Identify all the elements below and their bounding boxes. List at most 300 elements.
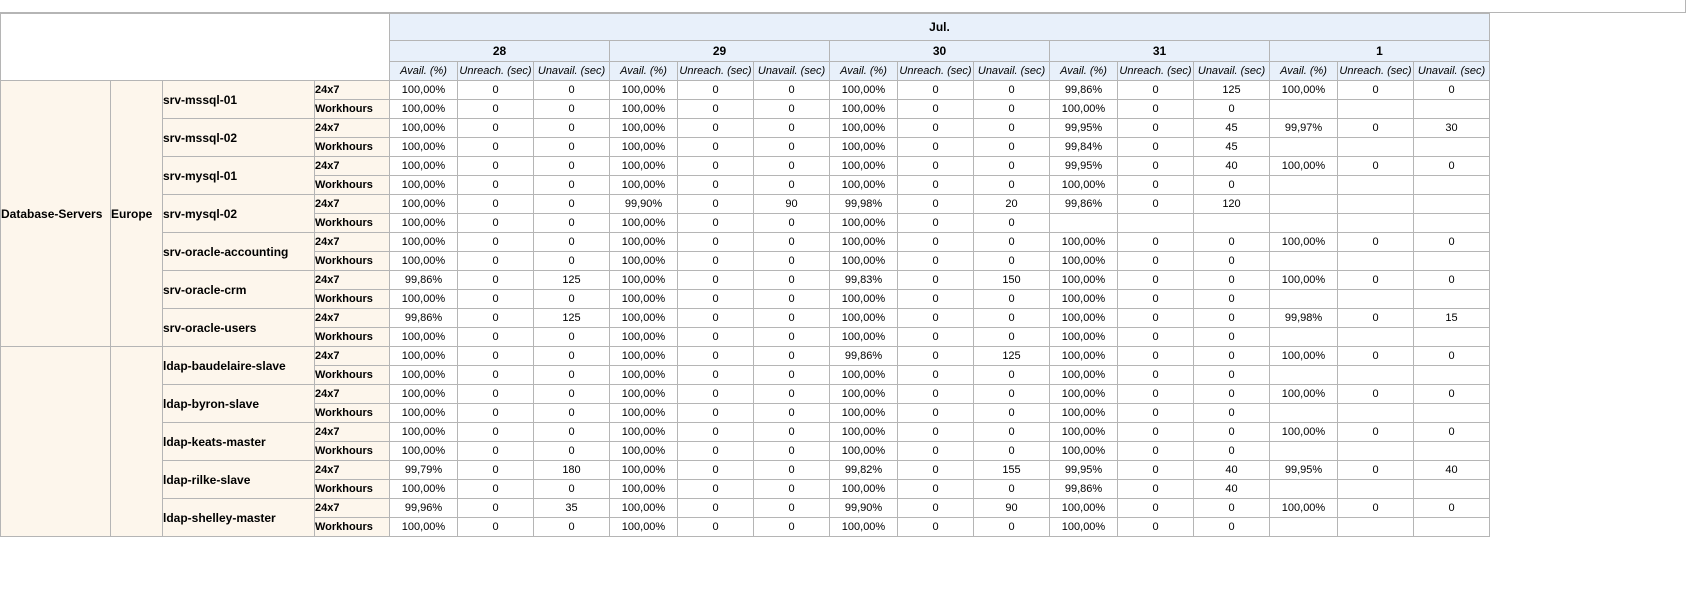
metric-cell: 100,00% <box>390 518 458 537</box>
metric-cell: 100,00% <box>1270 347 1338 366</box>
period-cell: 24x7 <box>315 157 390 176</box>
metric-cell: 0 <box>1194 233 1270 252</box>
metric-cell: 99,86% <box>830 347 898 366</box>
period-cell: Workhours <box>315 138 390 157</box>
metric-cell: 90 <box>754 195 830 214</box>
metric-cell <box>1414 100 1490 119</box>
metric-cell <box>1270 290 1338 309</box>
metric-cell: 0 <box>1338 157 1414 176</box>
metric-cell <box>1338 366 1414 385</box>
metric-cell: 0 <box>974 176 1050 195</box>
metric-cell: 99,86% <box>1050 81 1118 100</box>
metric-cell: 100,00% <box>610 518 678 537</box>
metric-cell: 0 <box>458 233 534 252</box>
metric-cell: 100,00% <box>610 252 678 271</box>
metric-cell: 0 <box>754 366 830 385</box>
metric-cell: 0 <box>458 461 534 480</box>
metric-cell: 100,00% <box>610 100 678 119</box>
table-row <box>1 347 1490 366</box>
metric-cell: 0 <box>898 119 974 138</box>
metric-cell: 0 <box>1118 385 1194 404</box>
metric-cell: 100,00% <box>610 271 678 290</box>
period-cell: 24x7 <box>315 499 390 518</box>
metric-cell: 0 <box>1414 347 1490 366</box>
metric-cell: 40 <box>1194 461 1270 480</box>
metric-cell: 0 <box>974 442 1050 461</box>
metric-cell: 0 <box>678 214 754 233</box>
metric-cell: 0 <box>1118 480 1194 499</box>
metric-cell: 0 <box>898 480 974 499</box>
metric-cell <box>1194 214 1270 233</box>
metric-cell: 100,00% <box>610 385 678 404</box>
header-metric-avail: Avail. (%) <box>610 62 678 81</box>
metric-cell: 100,00% <box>610 499 678 518</box>
metric-cell <box>1270 442 1338 461</box>
metric-cell: 0 <box>1118 366 1194 385</box>
metric-cell: 100,00% <box>610 214 678 233</box>
period-cell: Workhours <box>315 100 390 119</box>
availability-report-table <box>0 13 1490 537</box>
metric-cell <box>1338 100 1414 119</box>
metric-cell: 0 <box>1414 499 1490 518</box>
metric-cell: 0 <box>1414 271 1490 290</box>
period-cell: Workhours <box>315 404 390 423</box>
metric-cell: 100,00% <box>390 347 458 366</box>
metric-cell: 99,95% <box>1050 119 1118 138</box>
header-metric-unavail: Unavail. (sec) <box>1194 62 1270 81</box>
metric-cell: 0 <box>678 480 754 499</box>
metric-cell <box>1338 480 1414 499</box>
metric-cell: 0 <box>974 385 1050 404</box>
metric-cell: 0 <box>974 252 1050 271</box>
metric-cell <box>1414 176 1490 195</box>
metric-cell: 0 <box>458 252 534 271</box>
metric-cell: 0 <box>974 309 1050 328</box>
metric-cell: 0 <box>458 157 534 176</box>
period-cell: Workhours <box>315 252 390 271</box>
metric-cell: 0 <box>898 214 974 233</box>
metric-cell: 0 <box>678 290 754 309</box>
metric-cell <box>1270 252 1338 271</box>
metric-cell: 100,00% <box>1270 271 1338 290</box>
metric-cell: 99,83% <box>830 271 898 290</box>
metric-cell: 0 <box>1118 309 1194 328</box>
metric-cell: 155 <box>974 461 1050 480</box>
metric-cell: 0 <box>678 518 754 537</box>
metric-cell: 100,00% <box>1270 499 1338 518</box>
table-row <box>1 157 1490 176</box>
metric-cell: 99,90% <box>830 499 898 518</box>
metric-cell: 0 <box>534 347 610 366</box>
metric-cell: 100,00% <box>610 366 678 385</box>
period-cell: 24x7 <box>315 81 390 100</box>
metric-cell: 100,00% <box>610 81 678 100</box>
metric-cell: 0 <box>898 271 974 290</box>
metric-cell: 0 <box>754 290 830 309</box>
header-day-28: 28 <box>390 41 610 62</box>
metric-cell: 99,98% <box>830 195 898 214</box>
metric-cell: 0 <box>1194 385 1270 404</box>
period-cell: 24x7 <box>315 309 390 328</box>
metric-cell <box>1414 518 1490 537</box>
metric-cell: 0 <box>1194 423 1270 442</box>
metric-cell: 0 <box>1338 81 1414 100</box>
metric-cell: 0 <box>898 404 974 423</box>
metric-cell <box>1270 214 1338 233</box>
metric-cell: 0 <box>898 176 974 195</box>
metric-cell: 99,95% <box>1050 157 1118 176</box>
metric-cell: 100,00% <box>830 176 898 195</box>
metric-cell: 0 <box>678 461 754 480</box>
metric-cell <box>1270 404 1338 423</box>
header-metric-unavail: Unavail. (sec) <box>754 62 830 81</box>
metric-cell: 0 <box>754 100 830 119</box>
metric-cell: 20 <box>974 195 1050 214</box>
metric-cell: 100,00% <box>1050 404 1118 423</box>
header-metric-avail: Avail. (%) <box>1270 62 1338 81</box>
metric-cell <box>1414 480 1490 499</box>
metric-cell: 99,97% <box>1270 119 1338 138</box>
metric-cell: 0 <box>1338 271 1414 290</box>
metric-cell: 0 <box>1338 233 1414 252</box>
metric-cell: 0 <box>1118 195 1194 214</box>
metric-cell: 100,00% <box>610 423 678 442</box>
period-cell: Workhours <box>315 214 390 233</box>
metric-cell <box>1414 328 1490 347</box>
metric-cell: 0 <box>754 347 830 366</box>
metric-cell: 0 <box>754 157 830 176</box>
metric-cell: 45 <box>1194 119 1270 138</box>
metric-cell: 100,00% <box>1050 309 1118 328</box>
host-name-cell: ldap-byron-slave <box>163 385 315 423</box>
period-cell: 24x7 <box>315 233 390 252</box>
header-day-30: 30 <box>830 41 1050 62</box>
metric-cell: 0 <box>1414 423 1490 442</box>
table-row <box>1 233 1490 252</box>
header-metric-unreach: Unreach. (sec) <box>1118 62 1194 81</box>
metric-cell: 0 <box>534 252 610 271</box>
metric-cell: 0 <box>678 100 754 119</box>
metric-cell: 0 <box>898 366 974 385</box>
metric-cell: 0 <box>754 499 830 518</box>
metric-cell <box>1270 480 1338 499</box>
metric-cell: 100,00% <box>390 252 458 271</box>
metric-cell <box>1270 518 1338 537</box>
metric-cell: 0 <box>534 423 610 442</box>
header-month: Jul. <box>390 14 1490 41</box>
metric-cell: 0 <box>458 214 534 233</box>
metric-cell: 100,00% <box>1270 157 1338 176</box>
table-row <box>1 385 1490 404</box>
host-name-cell: ldap-rilke-slave <box>163 461 315 499</box>
metric-cell: 15 <box>1414 309 1490 328</box>
table-row <box>1 119 1490 138</box>
metric-cell: 100,00% <box>1050 100 1118 119</box>
metric-cell: 99,86% <box>1050 480 1118 499</box>
metric-cell: 0 <box>754 518 830 537</box>
header-day-31: 31 <box>1050 41 1270 62</box>
table-row <box>1 81 1490 100</box>
metric-cell: 100,00% <box>1050 233 1118 252</box>
metric-cell: 0 <box>534 518 610 537</box>
metric-cell: 0 <box>1194 290 1270 309</box>
metric-cell: 100,00% <box>390 214 458 233</box>
metric-cell: 0 <box>898 81 974 100</box>
metric-cell <box>1414 366 1490 385</box>
metric-cell: 100,00% <box>390 290 458 309</box>
metric-cell <box>1270 100 1338 119</box>
metric-cell: 0 <box>1118 518 1194 537</box>
metric-cell: 100,00% <box>390 423 458 442</box>
metric-cell: 100,00% <box>830 480 898 499</box>
metric-cell: 0 <box>974 214 1050 233</box>
metric-cell <box>1414 290 1490 309</box>
metric-cell: 99,95% <box>1050 461 1118 480</box>
metric-cell: 0 <box>1118 347 1194 366</box>
metric-cell: 0 <box>534 81 610 100</box>
metric-cell: 100,00% <box>830 157 898 176</box>
metric-cell: 0 <box>534 328 610 347</box>
metric-cell: 100,00% <box>390 233 458 252</box>
metric-cell: 0 <box>1118 290 1194 309</box>
metric-cell: 0 <box>974 233 1050 252</box>
metric-cell: 99,98% <box>1270 309 1338 328</box>
metric-cell: 45 <box>1194 138 1270 157</box>
metric-cell: 0 <box>1118 138 1194 157</box>
header-metric-unreach: Unreach. (sec) <box>898 62 974 81</box>
metric-cell: 0 <box>458 119 534 138</box>
metric-cell: 100,00% <box>390 480 458 499</box>
metric-cell <box>1270 195 1338 214</box>
metric-cell: 100,00% <box>830 328 898 347</box>
table-row <box>1 271 1490 290</box>
metric-cell: 0 <box>1414 233 1490 252</box>
metric-cell: 100,00% <box>610 176 678 195</box>
metric-cell: 0 <box>458 442 534 461</box>
metric-cell: 100,00% <box>610 119 678 138</box>
metric-cell: 0 <box>1194 366 1270 385</box>
metric-cell: 0 <box>974 157 1050 176</box>
metric-cell: 0 <box>1118 233 1194 252</box>
metric-cell: 0 <box>678 157 754 176</box>
metric-cell: 0 <box>534 157 610 176</box>
metric-cell: 0 <box>974 328 1050 347</box>
metric-cell <box>1270 328 1338 347</box>
metric-cell: 0 <box>458 176 534 195</box>
metric-cell: 100,00% <box>610 138 678 157</box>
metric-cell: 40 <box>1194 157 1270 176</box>
header-metric-avail: Avail. (%) <box>830 62 898 81</box>
metric-cell: 100,00% <box>830 81 898 100</box>
metric-cell: 0 <box>458 271 534 290</box>
metric-cell: 99,84% <box>1050 138 1118 157</box>
metric-cell: 100,00% <box>390 195 458 214</box>
metric-cell: 100,00% <box>390 328 458 347</box>
metric-cell: 100,00% <box>830 518 898 537</box>
metric-cell: 0 <box>754 309 830 328</box>
period-cell: Workhours <box>315 442 390 461</box>
metric-cell: 0 <box>898 328 974 347</box>
metric-cell: 0 <box>898 423 974 442</box>
metric-cell: 0 <box>458 100 534 119</box>
metric-cell: 0 <box>678 195 754 214</box>
metric-cell: 100,00% <box>610 461 678 480</box>
metric-cell: 40 <box>1414 461 1490 480</box>
metric-cell <box>1338 252 1414 271</box>
metric-cell <box>1338 404 1414 423</box>
metric-cell: 0 <box>1194 309 1270 328</box>
host-name-cell: srv-mssql-02 <box>163 119 315 157</box>
metric-cell: 0 <box>754 119 830 138</box>
metric-cell: 0 <box>1338 385 1414 404</box>
metric-cell: 0 <box>1118 252 1194 271</box>
metric-cell: 100,00% <box>1050 442 1118 461</box>
metric-cell: 0 <box>974 518 1050 537</box>
metric-cell: 0 <box>458 81 534 100</box>
metric-cell: 0 <box>1194 499 1270 518</box>
metric-cell: 100,00% <box>1050 499 1118 518</box>
metric-cell: 0 <box>898 442 974 461</box>
header-row-month <box>1 14 1490 41</box>
period-cell: 24x7 <box>315 271 390 290</box>
metric-cell: 100,00% <box>610 290 678 309</box>
metric-cell: 0 <box>754 423 830 442</box>
metric-cell: 100,00% <box>610 328 678 347</box>
metric-cell: 0 <box>974 119 1050 138</box>
metric-cell: 0 <box>974 366 1050 385</box>
metric-cell: 100,00% <box>1270 81 1338 100</box>
metric-cell: 0 <box>754 480 830 499</box>
metric-cell <box>1270 366 1338 385</box>
metric-cell <box>1050 214 1118 233</box>
header-metric-unreach: Unreach. (sec) <box>458 62 534 81</box>
metric-cell: 0 <box>754 385 830 404</box>
metric-cell: 0 <box>534 366 610 385</box>
metric-cell: 0 <box>458 480 534 499</box>
metric-cell: 0 <box>1118 499 1194 518</box>
metric-cell: 100,00% <box>390 442 458 461</box>
metric-cell: 0 <box>678 385 754 404</box>
metric-cell: 0 <box>1194 252 1270 271</box>
metric-cell <box>1270 176 1338 195</box>
metric-cell: 100,00% <box>1050 290 1118 309</box>
header-metric-unavail: Unavail. (sec) <box>534 62 610 81</box>
header-metric-unavail: Unavail. (sec) <box>974 62 1050 81</box>
metric-cell: 0 <box>1194 100 1270 119</box>
metric-cell: 100,00% <box>390 366 458 385</box>
period-cell: 24x7 <box>315 461 390 480</box>
metric-cell: 0 <box>678 328 754 347</box>
metric-cell: 125 <box>534 309 610 328</box>
metric-cell: 0 <box>534 214 610 233</box>
metric-cell: 0 <box>1118 81 1194 100</box>
metric-cell: 0 <box>1414 81 1490 100</box>
period-cell: Workhours <box>315 366 390 385</box>
header-metric-unreach: Unreach. (sec) <box>678 62 754 81</box>
metric-cell: 100,00% <box>1050 423 1118 442</box>
metric-cell: 0 <box>1194 404 1270 423</box>
metric-cell: 100,00% <box>610 404 678 423</box>
metric-cell <box>1414 404 1490 423</box>
metric-cell: 100,00% <box>830 138 898 157</box>
metric-cell <box>1414 214 1490 233</box>
metric-cell <box>1338 442 1414 461</box>
metric-cell: 0 <box>898 195 974 214</box>
metric-cell: 99,95% <box>1270 461 1338 480</box>
metric-cell: 0 <box>1118 157 1194 176</box>
metric-cell: 0 <box>1118 100 1194 119</box>
metric-cell: 0 <box>974 480 1050 499</box>
metric-cell: 0 <box>678 423 754 442</box>
metric-cell: 0 <box>678 233 754 252</box>
metric-cell: 0 <box>678 309 754 328</box>
metric-cell: 0 <box>534 385 610 404</box>
header-metric-avail: Avail. (%) <box>390 62 458 81</box>
metric-cell: 0 <box>678 404 754 423</box>
metric-cell: 0 <box>898 518 974 537</box>
metric-cell: 0 <box>458 309 534 328</box>
header-corner-blank <box>1 14 390 81</box>
metric-cell: 0 <box>1118 423 1194 442</box>
metric-cell: 0 <box>1194 271 1270 290</box>
metric-cell <box>1338 214 1414 233</box>
header-metric-avail: Avail. (%) <box>1050 62 1118 81</box>
table-header <box>1 14 1490 81</box>
metric-cell: 0 <box>898 252 974 271</box>
metric-cell: 100,00% <box>1270 423 1338 442</box>
metric-cell: 100,00% <box>1050 347 1118 366</box>
metric-cell <box>1338 195 1414 214</box>
table-row <box>1 461 1490 480</box>
metric-cell: 0 <box>754 214 830 233</box>
metric-cell: 0 <box>458 347 534 366</box>
region-cell <box>111 347 163 537</box>
metric-cell: 0 <box>458 138 534 157</box>
metric-cell: 0 <box>1338 423 1414 442</box>
table-row <box>1 309 1490 328</box>
metric-cell: 100,00% <box>830 252 898 271</box>
metric-cell: 99,86% <box>1050 195 1118 214</box>
host-name-cell: srv-mysql-01 <box>163 157 315 195</box>
metric-cell: 0 <box>974 100 1050 119</box>
metric-cell: 100,00% <box>390 119 458 138</box>
metric-cell: 40 <box>1194 480 1270 499</box>
metric-cell: 0 <box>1194 176 1270 195</box>
metric-cell: 0 <box>898 290 974 309</box>
metric-cell: 0 <box>1338 499 1414 518</box>
host-name-cell: srv-oracle-users <box>163 309 315 347</box>
metric-cell: 100,00% <box>1050 176 1118 195</box>
metric-cell: 0 <box>1194 347 1270 366</box>
region-cell: Europe <box>111 81 163 347</box>
metric-cell: 180 <box>534 461 610 480</box>
period-cell: 24x7 <box>315 347 390 366</box>
metric-cell: 0 <box>534 138 610 157</box>
metric-cell: 100,00% <box>1050 385 1118 404</box>
metric-cell: 0 <box>534 480 610 499</box>
metric-cell: 0 <box>678 119 754 138</box>
metric-cell: 0 <box>974 423 1050 442</box>
metric-cell: 100,00% <box>610 480 678 499</box>
metric-cell: 100,00% <box>830 100 898 119</box>
metric-cell: 0 <box>754 461 830 480</box>
metric-cell: 0 <box>458 290 534 309</box>
table-row <box>1 423 1490 442</box>
metric-cell: 0 <box>678 442 754 461</box>
metric-cell: 0 <box>1194 328 1270 347</box>
metric-cell: 100,00% <box>1270 385 1338 404</box>
period-cell: Workhours <box>315 328 390 347</box>
